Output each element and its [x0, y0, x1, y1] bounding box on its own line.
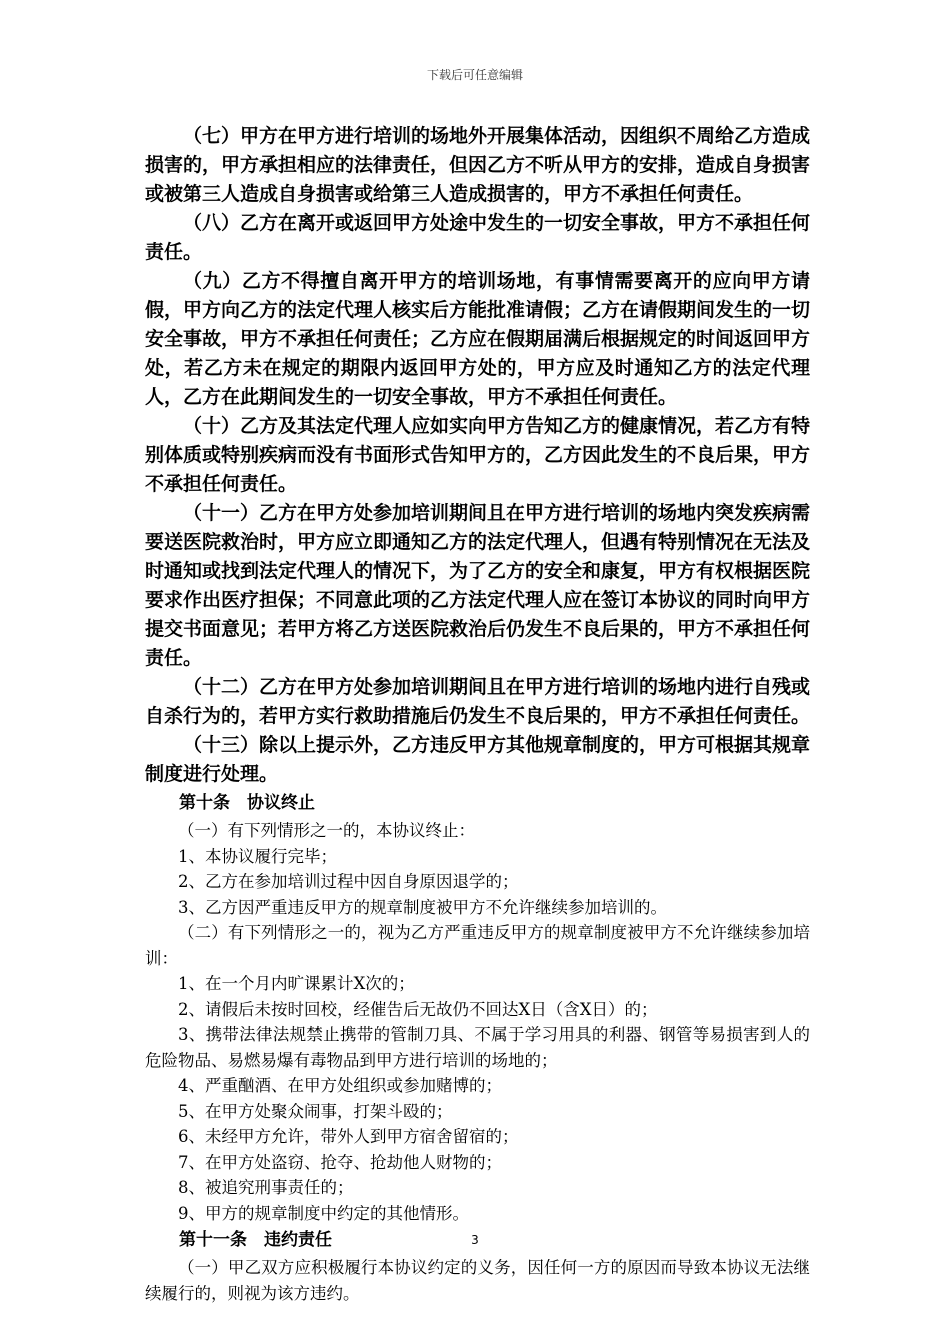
article-10-heading: 第十条 协议终止	[179, 793, 315, 813]
clause-8: （八）乙方在离开或返回甲方处途中发生的一切安全事故，甲方不承担任何责任。	[145, 212, 811, 263]
list-item: 2、乙方在参加培训过程中因自身原因退学的；	[178, 872, 519, 891]
list-item: 2、请假后未按时回校，经催告后无故仍不回达X日（含X日）的；	[178, 999, 658, 1019]
list-item: 3、乙方因严重违反甲方的规章制度被甲方不允许继续参加培训的。	[178, 897, 667, 917]
clause-9: （九）乙方不得擅自离开甲方的培训场地，有事情需要离开的应向甲方请假，甲方向乙方的法定代理人核实后方能批准请假；乙方在请假期间发生的一切安全事故，甲方不承担任何责任；乙方应在假期届满后根据规定的时间返回甲方处，若乙方未在规定的期限内返回甲方处的，甲方应及时通知乙方的法定代理人，乙方在此期间发生的一切安全事故，甲方不承担任何责任。	[145, 270, 811, 408]
article-11-heading: 第十一条 违约责任	[179, 1230, 332, 1250]
list-item: 8、被追究刑事责任的；	[178, 1178, 354, 1197]
list-item: 3、携带法律法规禁止携带的管制刀具、不属于学习用具的利器、钢管等易损害到人的危险物品、易燃易爆有毒物品到甲方进行培训的场地的；	[145, 1025, 810, 1070]
page-header: 下载后可任意编辑	[426, 68, 523, 82]
document-body	[145, 122, 810, 1306]
clause-10: （十）乙方及其法定代理人应如实向甲方告知乙方的健康情况，若乙方有特别体质或特别疾病而没有书面形式告知甲方的，乙方因此发生的不良后果，甲方不承担任何责任。	[145, 415, 811, 495]
article-10-section-2: （二）有下列情形之一的，视为乙方严重违反甲方的规章制度被甲方不允许继续参加培训：	[145, 923, 810, 968]
clause-12: （十二）乙方在甲方处参加培训期间且在甲方进行培训的场地内进行自残或自杀行为的，若甲方实行救助措施后仍发生不良后果的，甲方不承担任何责任。	[145, 676, 811, 727]
page-number: 3	[471, 1233, 479, 1247]
clause-13: （十三）除以上提示外，乙方违反甲方其他规章制度的，甲方可根据其规章制度进行处理。	[145, 734, 811, 785]
clause-7: （七）甲方在甲方进行培训的场地外开展集体活动，因组织不周给乙方造成损害的，甲方承担相应的法律责任，但因乙方不听从甲方的安排，造成自身损害或被第三人造成自身损害或给第三人造成损害的，甲方不承担任何责任。	[145, 125, 811, 205]
article-10-section-1: （一）有下列情形之一的，本协议终止：	[178, 821, 475, 840]
list-item: 1、本协议履行完毕；	[178, 846, 337, 866]
list-item: 5、在甲方处聚众闹事，打架斗殴的；	[178, 1101, 453, 1121]
list-item: 4、严重酗酒、在甲方处组织或参加赌博的；	[178, 1076, 502, 1095]
list-item: 6、未经甲方允许，带外人到甲方宿舍留宿的；	[178, 1127, 519, 1146]
list-item: 7、在甲方处盗窃、抢夺、抢劫他人财物的；	[178, 1152, 502, 1172]
article-11-section-1: （一）甲乙双方应积极履行本协议约定的义务，因任何一方的原因而导致本协议无法继续履行的，则视为该方违约。	[145, 1258, 810, 1303]
list-item: 1、在一个月内旷课累计X次的；	[178, 974, 415, 993]
list-item: 9、甲方的规章制度中约定的其他情形。	[178, 1203, 469, 1223]
clause-11: （十一）乙方在甲方处参加培训期间且在甲方进行培训的场地内突发疾病需要送医院救治时，甲方应立即通知乙方的法定代理人，但遇有特别情况在无法及时通知或找到法定代理人的情况下，为了乙方的安全和康复，甲方有权根据医院要求作出医疗担保；不同意此项的乙方法定代理人应在签订本协议的同时向甲方提交书面意见；若甲方将乙方送医院救治后仍发生不良后果的，甲方不承担任何责任。	[145, 502, 811, 669]
